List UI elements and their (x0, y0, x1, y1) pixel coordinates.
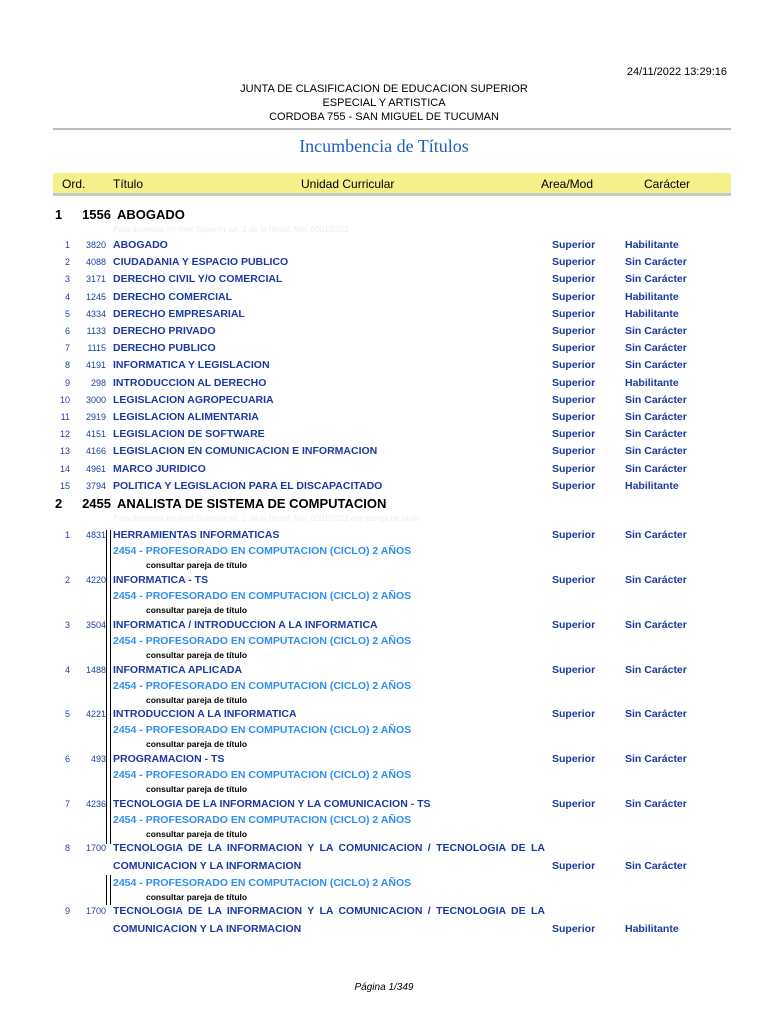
row-titulo: HERRAMIENTAS INFORMATICAS (113, 529, 280, 541)
row-caracter: Sin Carácter (625, 753, 687, 765)
row-id: 4088 (85, 257, 106, 267)
table-row (0, 342, 768, 358)
row-id: 4191 (85, 360, 106, 370)
row-id: 4151 (85, 429, 106, 439)
row-ord: 9 (64, 906, 70, 916)
table-row (0, 273, 768, 289)
row-area: Superior (552, 273, 596, 285)
row-caracter: Sin Carácter (625, 798, 687, 810)
row-caracter: Habilitante (625, 923, 679, 935)
row-titulo: DERECHO CIVIL Y/O COMERCIAL (113, 273, 283, 285)
header-divider (53, 128, 731, 130)
row-titulo: LEGISLACION AGROPECUARIA (113, 394, 274, 406)
row-titulo: DERECHO EMPRESARIAL (113, 308, 245, 320)
table-row (0, 905, 768, 935)
row-titulo: INTRODUCCION A LA INFORMATICA (113, 708, 297, 720)
group-header (55, 496, 386, 511)
row-ord: 8 (64, 843, 70, 853)
pair-title-link[interactable]: 2454 - PROFESORADO EN COMPUTACION (CICLO) 2 AÑOS (113, 877, 412, 889)
row-area: Superior (552, 708, 596, 720)
row-caracter: Sin Carácter (625, 359, 687, 371)
col-unidad: Unidad Curricular (301, 177, 395, 191)
pair-bracket (106, 709, 111, 754)
group-title: ANALISTA DE SISTEMA DE COMPUTACION (117, 496, 387, 511)
consult-pair-link[interactable]: consultar pareja de título (146, 784, 248, 794)
row-titulo-cont: COMUNICACION Y LA INFORMACION (113, 923, 302, 935)
pair-bracket (106, 799, 111, 844)
row-area: Superior (552, 445, 596, 457)
row-area: Superior (552, 359, 596, 371)
row-titulo: TECNOLOGIA DE LA INFORMACION Y LA COMUNICACION / TECNOLOGIA DE LA (113, 842, 545, 854)
group-number: 1 (55, 207, 63, 222)
row-titulo: TECNOLOGIA DE LA INFORMACION Y LA COMUNICACION / TECNOLOGIA DE LA (113, 905, 545, 917)
row-id: 4236 (85, 799, 106, 809)
row-caracter: Sin Carácter (625, 325, 687, 337)
row-id: 1700 (85, 906, 106, 916)
pair-title-link[interactable]: 2454 - PROFESORADO EN COMPUTACION (CICLO) 2 AÑOS (113, 590, 412, 602)
row-ord: 12 (59, 429, 70, 439)
row-caracter: Sin Carácter (625, 445, 687, 457)
row-titulo: LEGISLACION ALIMENTARIA (113, 411, 259, 423)
row-ord: 6 (64, 326, 70, 336)
row-id: 3504 (85, 620, 106, 630)
row-ord: 6 (64, 754, 70, 764)
row-ord: 10 (59, 395, 70, 405)
row-titulo: POLITICA Y LEGISLACION PARA EL DISCAPACITADO (113, 480, 383, 492)
col-ord: Ord. (62, 177, 86, 191)
row-ord: 9 (64, 378, 70, 388)
row-titulo: DERECHO PRIVADO (113, 325, 216, 337)
consult-pair-link[interactable]: consultar pareja de título (146, 650, 248, 660)
table-row (0, 325, 768, 341)
row-area: Superior (552, 619, 596, 631)
row-titulo: LEGISLACION EN COMUNICACION E INFORMACION (113, 445, 378, 457)
consult-pair-link[interactable]: consultar pareja de título (146, 739, 248, 749)
org-address: CORDOBA 755 - SAN MIGUEL DE TUCUMAN (269, 111, 499, 123)
group-id: 1556 (82, 207, 111, 222)
row-id: 3794 (85, 481, 106, 491)
col-caracter: Carácter (644, 177, 691, 191)
row-ord: 4 (64, 292, 70, 302)
row-area: Superior (552, 325, 596, 337)
row-ord: 1 (64, 240, 70, 250)
pair-bracket (106, 754, 111, 799)
row-id: 3171 (85, 274, 106, 284)
row-id: 1700 (85, 843, 106, 853)
row-id: 2919 (85, 412, 106, 422)
pair-title-link[interactable]: 2454 - PROFESORADO EN COMPUTACION (CICLO) 2 AÑOS (113, 814, 412, 826)
row-area: Superior (552, 574, 596, 586)
consult-pair-link[interactable]: consultar pareja de título (146, 605, 248, 615)
table-row (0, 256, 768, 272)
table-row (0, 411, 768, 427)
row-ord: 5 (64, 309, 70, 319)
group-title: ABOGADO (117, 207, 185, 222)
group-id: 2455 (82, 496, 111, 511)
row-id: 4220 (85, 575, 106, 585)
row-area: Superior (552, 308, 596, 320)
row-caracter: Habilitante (625, 377, 679, 389)
row-caracter: Sin Carácter (625, 860, 687, 872)
table-row (0, 708, 768, 724)
row-id: 4334 (85, 309, 106, 319)
row-caracter: Sin Carácter (625, 463, 687, 475)
col-titulo: Título (113, 177, 144, 191)
row-ord: 8 (64, 360, 70, 370)
row-area: Superior (552, 860, 596, 872)
table-row (0, 619, 768, 635)
table-row (0, 753, 768, 769)
row-ord: 2 (64, 575, 70, 585)
row-area: Superior (552, 798, 596, 810)
table-row (0, 445, 768, 461)
consult-pair-link[interactable]: consultar pareja de título (146, 829, 248, 839)
row-ord: 7 (64, 343, 70, 353)
row-id: 493 (90, 754, 106, 764)
row-ord: 13 (59, 446, 70, 456)
row-titulo: TECNOLOGIA DE LA INFORMACION Y LA COMUNICACION - TS (113, 798, 431, 810)
pair-title-link[interactable]: 2454 - PROFESORADO EN COMPUTACION (CICLO) 2 AÑOS (113, 680, 412, 692)
pair-bracket (106, 620, 111, 665)
row-area: Superior (552, 428, 596, 440)
report-timestamp: 24/11/2022 13:29:16 (626, 66, 727, 78)
table-row (0, 359, 768, 375)
row-area: Superior (552, 256, 596, 268)
row-titulo: INFORMATICA APLICADA (113, 664, 243, 676)
consult-pair-link[interactable]: consultar pareja de título (146, 892, 248, 902)
row-ord: 4 (64, 665, 70, 675)
row-titulo-cont: COMUNICACION Y LA INFORMACION (113, 860, 302, 872)
pair-title-link[interactable]: 2454 - PROFESORADO EN COMPUTACION (CICLO) 2 AÑOS (113, 545, 412, 557)
row-titulo: DERECHO COMERCIAL (113, 291, 233, 303)
row-caracter: Sin Carácter (625, 394, 687, 406)
row-caracter: Sin Carácter (625, 708, 687, 720)
table-row (0, 428, 768, 444)
row-caracter: Sin Carácter (625, 273, 687, 285)
row-id: 1115 (87, 343, 106, 353)
pair-title-link[interactable]: 2454 - PROFESORADO EN COMPUTACION (CICLO) 2 AÑOS (113, 635, 412, 647)
consult-pair-link[interactable]: consultar pareja de título (146, 560, 248, 570)
row-id: 4961 (85, 464, 106, 474)
row-id: 298 (90, 378, 106, 388)
row-titulo: MARCO JURIDICO (113, 463, 206, 475)
row-caracter: Sin Carácter (625, 574, 687, 586)
group-note: Para docencia en nivel Superior art. 1 de la Resol. Nro. 0001/2022 con pareja de título (113, 514, 419, 523)
row-caracter: Sin Carácter (625, 342, 687, 354)
row-ord: 11 (60, 412, 70, 422)
page-title: Incumbencia de Títulos (299, 136, 469, 156)
row-area: Superior (552, 291, 596, 303)
row-titulo: CIUDADANIA Y ESPACIO PUBLICO (113, 256, 289, 268)
table-row (0, 463, 768, 479)
group-number: 2 (55, 496, 63, 511)
row-area: Superior (552, 923, 596, 935)
row-area: Superior (552, 529, 596, 541)
table-row (0, 529, 768, 545)
row-caracter: Sin Carácter (625, 428, 687, 440)
group-header (55, 207, 185, 222)
table-header (53, 173, 731, 196)
row-titulo: ABOGADO (113, 239, 168, 251)
row-area: Superior (552, 394, 596, 406)
row-ord: 2 (64, 257, 70, 267)
pair-title-link[interactable]: 2454 - PROFESORADO EN COMPUTACION (CICLO) 2 AÑOS (113, 769, 412, 781)
table-row (0, 377, 768, 393)
page-number: Página 1/349 (354, 982, 414, 993)
row-ord: 5 (64, 709, 70, 719)
table-row (0, 798, 768, 814)
row-titulo: INFORMATICA - TS (113, 574, 209, 586)
row-caracter: Sin Carácter (625, 256, 687, 268)
pair-bracket (106, 665, 111, 710)
row-id: 3820 (85, 240, 106, 250)
row-caracter: Sin Carácter (625, 619, 687, 631)
row-titulo: PROGRAMACION - TS (113, 753, 225, 765)
pair-bracket (106, 875, 111, 905)
row-id: 3000 (85, 395, 106, 405)
table-row (0, 842, 768, 872)
row-caracter: Habilitante (625, 480, 679, 492)
row-area: Superior (552, 239, 596, 251)
group-note: Para docencia en nivel Superior art. 1 de la Resol. Nro. 0001/2022 (113, 225, 349, 234)
pair-title-link[interactable]: 2454 - PROFESORADO EN COMPUTACION (CICLO) 2 AÑOS (113, 724, 412, 736)
table-row (0, 394, 768, 410)
row-caracter: Sin Carácter (625, 664, 687, 676)
row-area: Superior (552, 664, 596, 676)
row-ord: 15 (59, 481, 70, 491)
row-id: 4831 (85, 530, 106, 540)
row-caracter: Habilitante (625, 239, 679, 251)
row-titulo: LEGISLACION DE SOFTWARE (113, 428, 265, 440)
table-row (0, 239, 768, 255)
row-area: Superior (552, 480, 596, 492)
pair-bracket (106, 530, 111, 575)
row-titulo: INTRODUCCION AL DERECHO (113, 377, 267, 389)
col-area: Area/Mod (541, 177, 594, 191)
row-ord: 14 (59, 464, 70, 474)
row-id: 1488 (85, 665, 106, 675)
org-name-line2: ESPECIAL Y ARTISTICA (322, 97, 446, 109)
row-area: Superior (552, 377, 596, 389)
row-area: Superior (552, 411, 596, 423)
row-id: 1133 (86, 326, 106, 336)
row-titulo: INFORMATICA / INTRODUCCION A LA INFORMATICA (113, 619, 378, 631)
row-id: 4221 (85, 709, 106, 719)
row-id: 1245 (85, 292, 106, 302)
org-name-line1: JUNTA DE CLASIFICACION DE EDUCACION SUPERIOR (240, 83, 528, 95)
row-caracter: Habilitante (625, 308, 679, 320)
pair-bracket (106, 575, 111, 620)
row-titulo: INFORMATICA Y LEGISLACION (113, 359, 270, 371)
row-area: Superior (552, 342, 596, 354)
row-caracter: Habilitante (625, 291, 679, 303)
row-id: 4166 (85, 446, 106, 456)
row-caracter: Sin Carácter (625, 411, 687, 423)
row-ord: 3 (64, 274, 70, 284)
row-ord: 3 (64, 620, 70, 630)
table-row (0, 291, 768, 307)
consult-pair-link[interactable]: consultar pareja de título (146, 695, 248, 705)
row-ord: 7 (64, 799, 70, 809)
table-row (0, 574, 768, 590)
row-caracter: Sin Carácter (625, 529, 687, 541)
table-row (0, 664, 768, 680)
row-ord: 1 (64, 530, 70, 540)
table-row (0, 308, 768, 324)
row-titulo: DERECHO PUBLICO (113, 342, 216, 354)
row-area: Superior (552, 753, 596, 765)
row-area: Superior (552, 463, 596, 475)
table-row (0, 480, 768, 496)
